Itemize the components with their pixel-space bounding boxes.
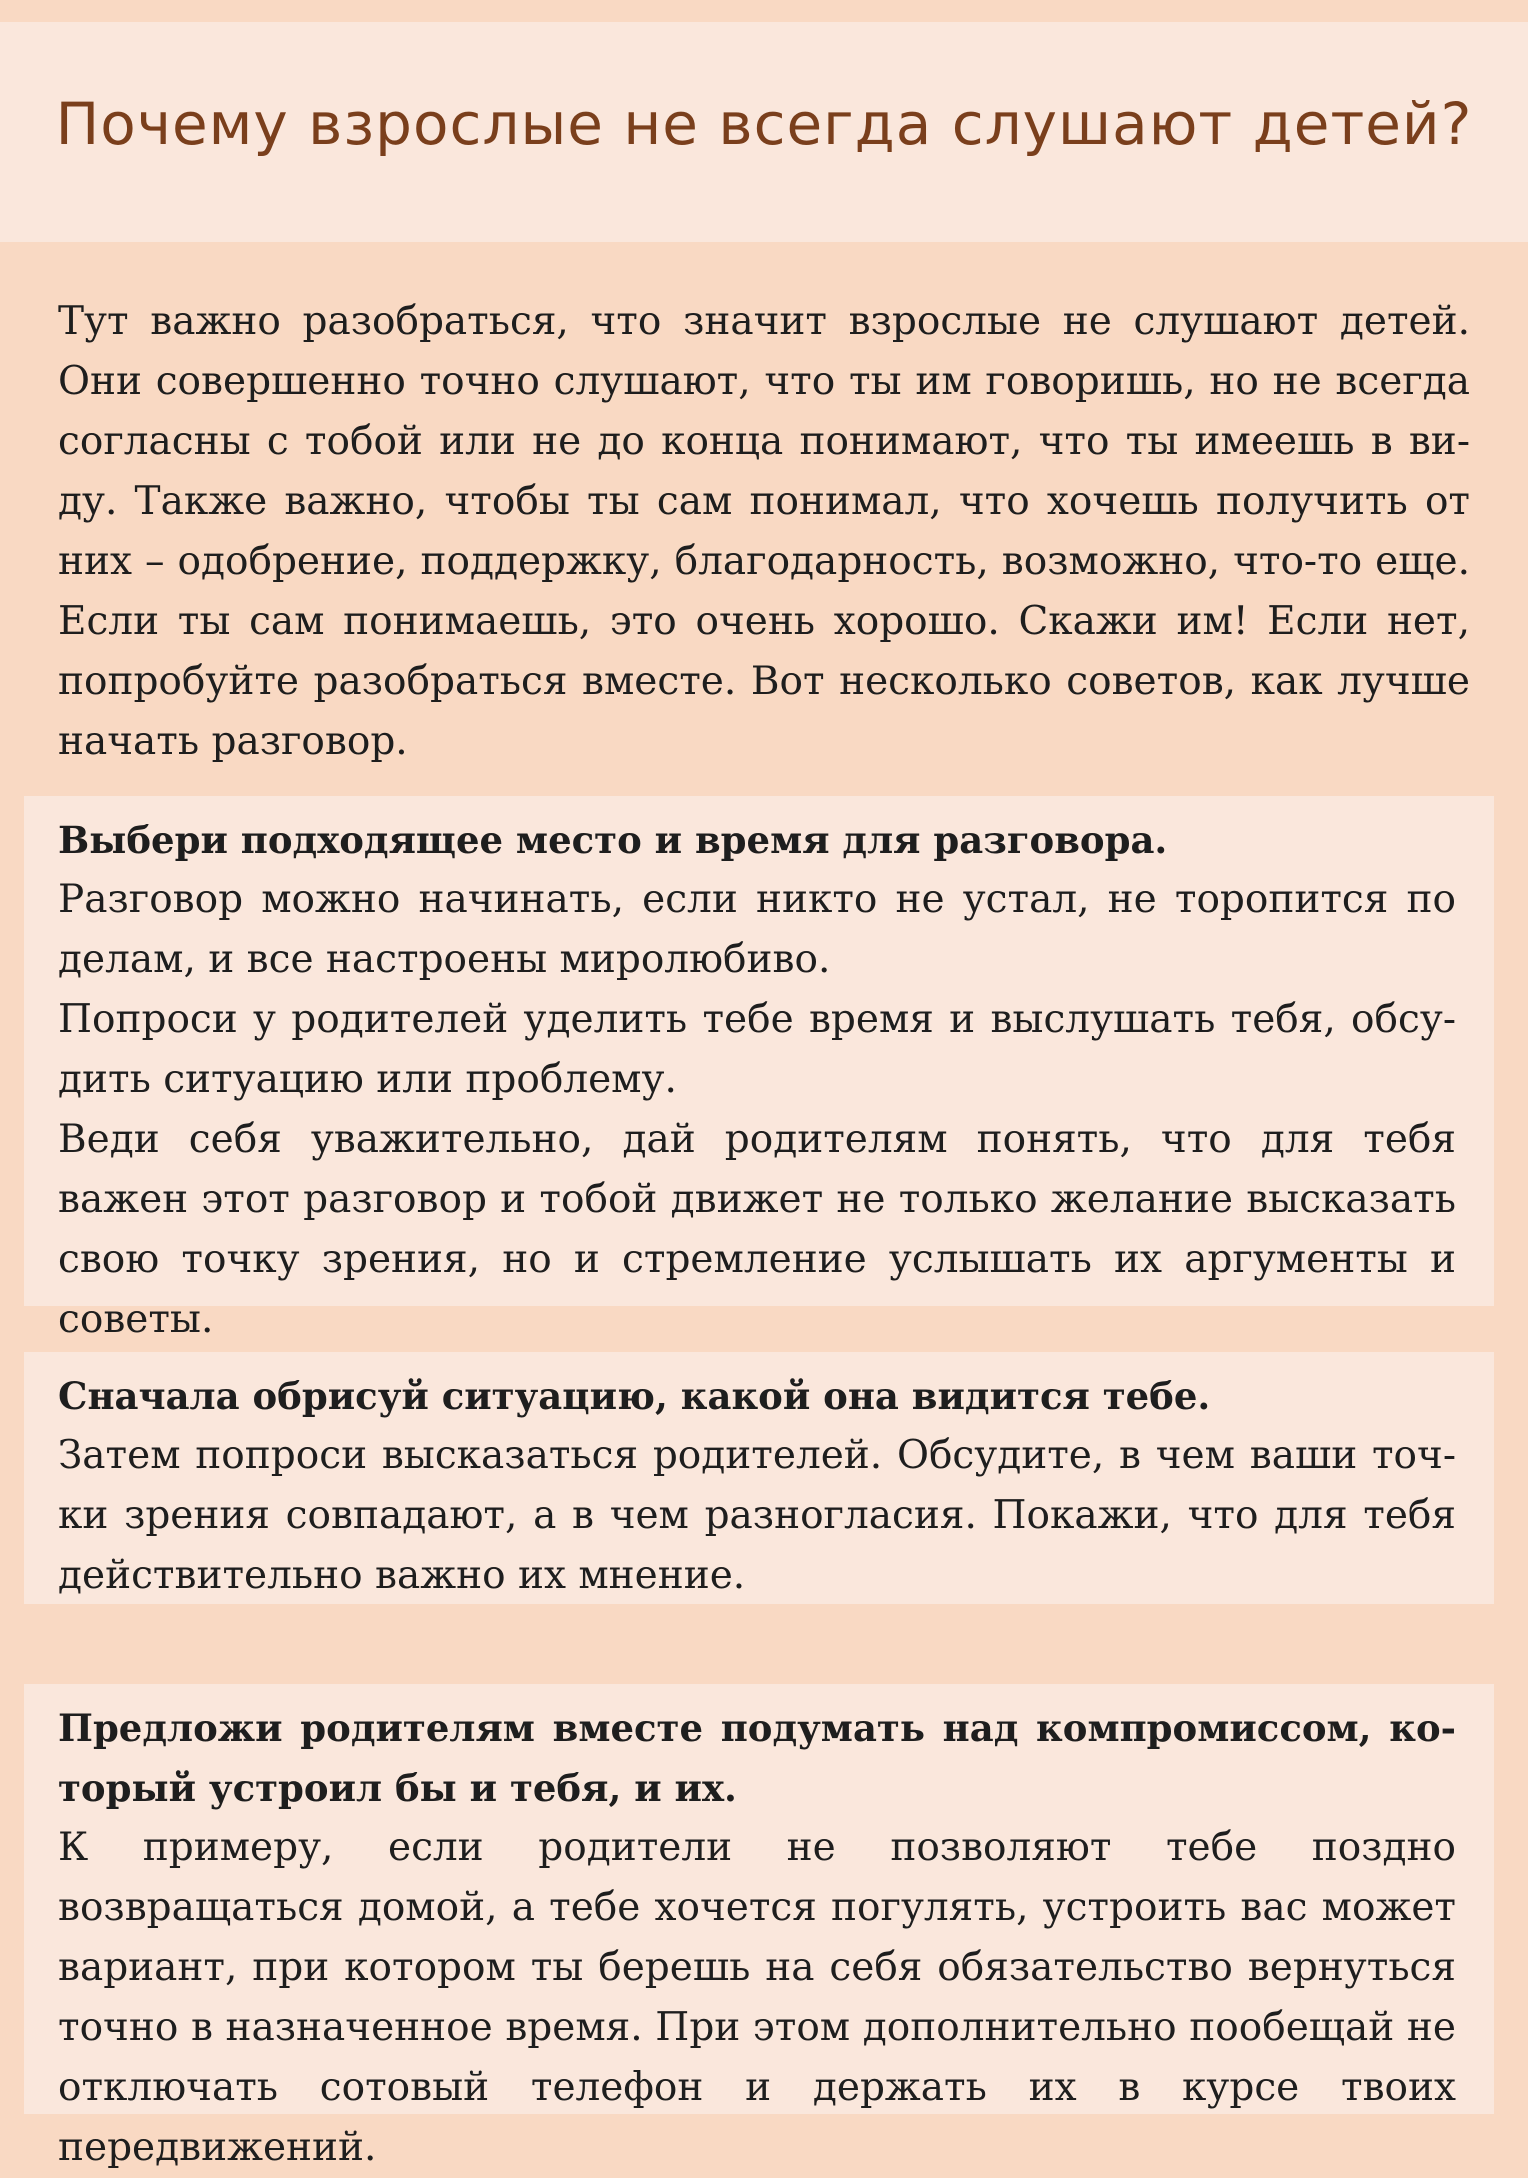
tip-heading: Выбери подходящее место и время для разговора. xyxy=(58,818,1168,862)
tip-paragraph: К примеру, если родители не позволяют тебе поздно возвращаться домой, а тебе хочется погулять, устроить вас может вариант, при котором ты берешь на себя обязательство вернуться точно в назначенное время. При этом дополнительно пообещай не отключать сотовый телефон и держать их в курсе твоих передвижений. xyxy=(58,1825,1456,2170)
tip-heading: Сначала обрисуй ситуацию, какой она видится тебе. xyxy=(58,1374,1211,1418)
title-banner xyxy=(0,22,1528,242)
tip-paragraph: Веди себя уважительно, дай родителям понять, что для тебя важен этот разговор и тобой движет не только желание высказать свою точку зрения, но и стремление услышать их аргументы и советы. xyxy=(58,1117,1456,1342)
tip-card-place-and-time xyxy=(24,796,1494,1342)
tip-heading: Предложи родителям вместе подумать над компромиссом, который устроил бы и тебя, и их. xyxy=(58,1706,1456,1810)
tip-paragraph: Затем попроси высказаться родителей. Обсудите, в чем ваши точки зрения совпадают, а в чем разногласия. Покажи, что для тебя действительно важно их мнение. xyxy=(58,1433,1456,1598)
tip-card-compromise xyxy=(24,1684,1494,2170)
intro-section xyxy=(58,292,1470,772)
tip-paragraph: Разговор можно начинать, если никто не устал, не торопится по делам, и все настроены миролюбиво. xyxy=(58,877,1456,982)
page-title: Почему взрослые не всегда слушают детей? xyxy=(55,90,1473,158)
tip-card-describe-situation xyxy=(24,1352,1494,1604)
intro-paragraph: Тут важно разобраться, что значит взрослые не слушают детей. Они совершенно точно слушают, что ты им говоришь, но не всегда согласны с тобой или не до конца понимают, что ты имеешь в виду. Также важно, чтобы ты сам понимал, что хочешь получить от них – одобрение, поддержку, благодарность, возможно, что-то еще. Если ты сам понимаешь, это очень хорошо. Скажи им! Если нет, попробуйте разобраться вместе. Вот несколько советов, как лучше начать разговор. xyxy=(58,299,1470,764)
tip-paragraph: Попроси у родителей уделить тебе время и выслушать тебя, обсудить ситуацию или проблему. xyxy=(58,997,1456,1102)
